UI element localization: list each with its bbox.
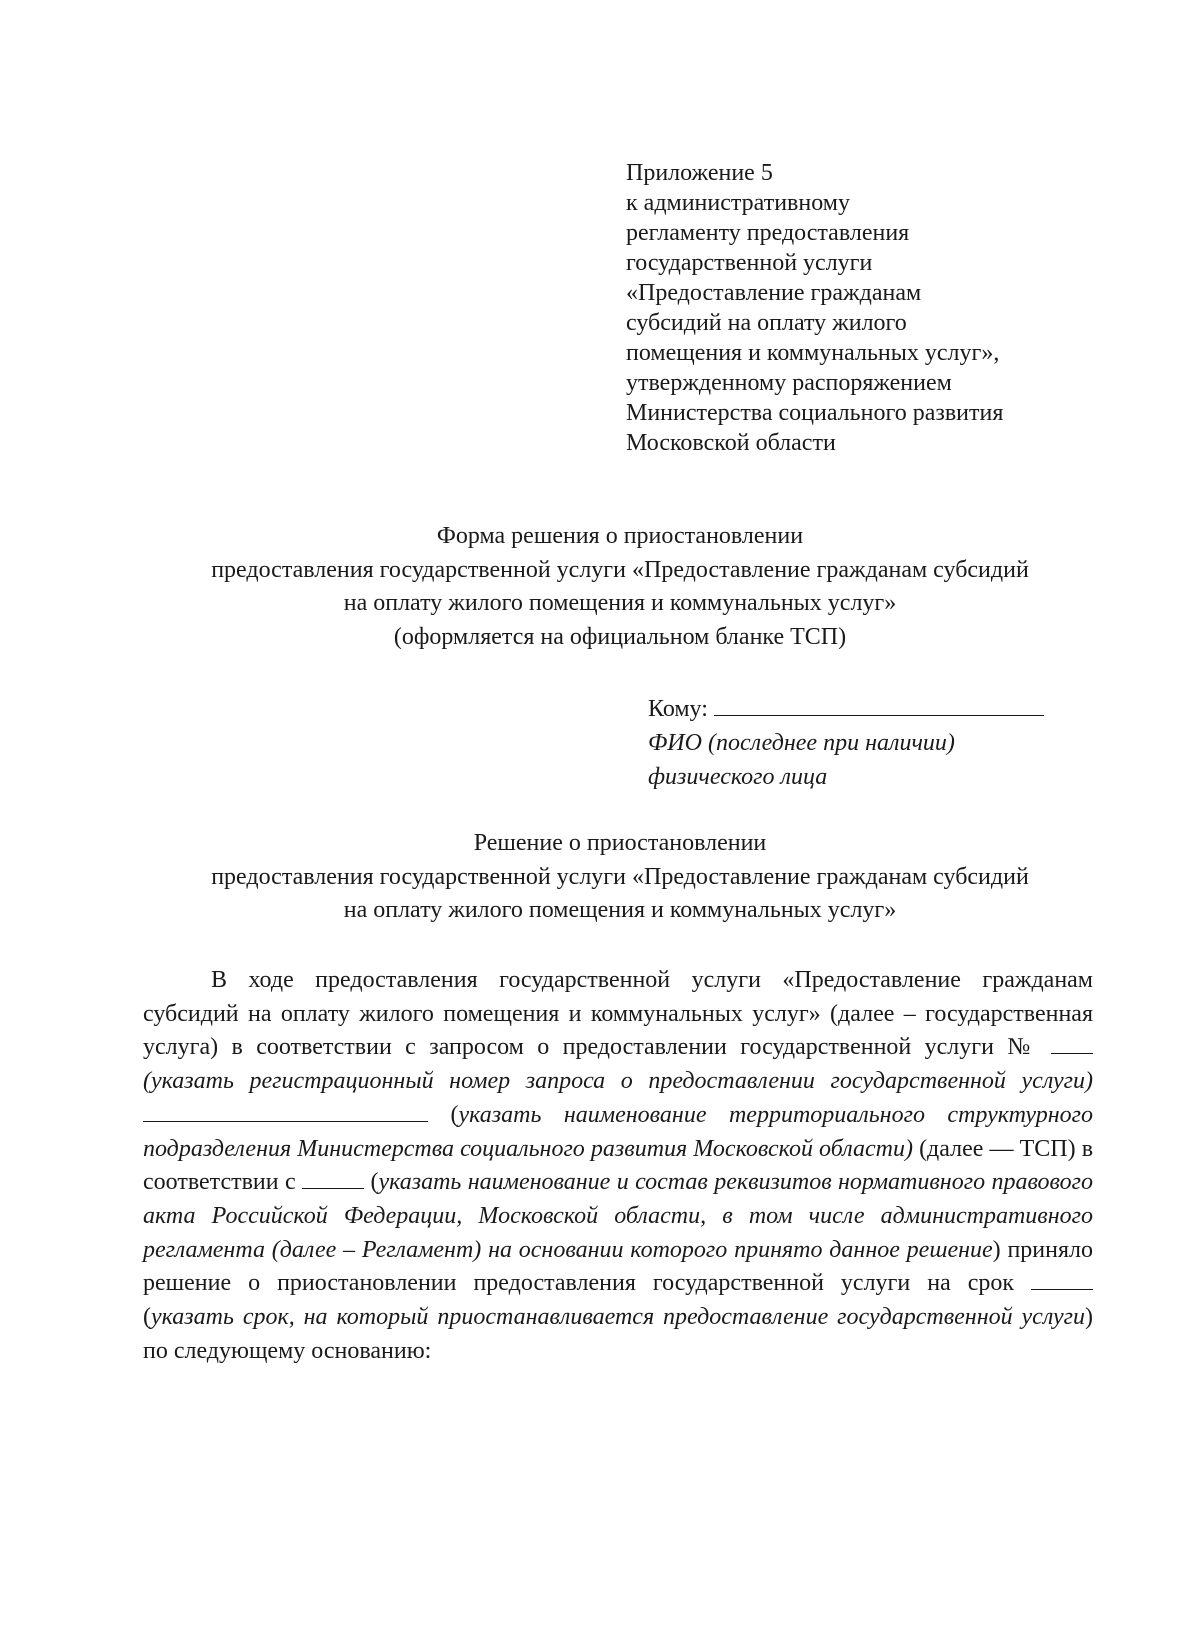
body-paren: ( [370, 1169, 379, 1196]
body-text: ) приняло решение о приостановлении предоставления государственной услуги на срок [143, 1236, 1093, 1297]
form-title [100, 520, 1140, 654]
body-text: (далее — ТСП) в соответствии с [143, 1135, 1094, 1196]
body-paren: ( [450, 1101, 459, 1128]
form-title-line: Форма решения о приостановлении [436, 523, 804, 549]
form-title-line: предоставления государственной услуги «Предоставление гражданам субсидий [211, 556, 1029, 583]
recipient-hint: ФИО (последнее при наличии) [648, 730, 955, 756]
request-number-blank[interactable] [1051, 1031, 1093, 1054]
act-blank[interactable] [302, 1166, 364, 1189]
tsp-name-blank[interactable] [143, 1099, 428, 1122]
appendix-line: регламенту предоставления [626, 220, 910, 246]
appendix-line: Московской области [626, 430, 836, 456]
recipient-row [648, 691, 1108, 726]
appendix-header [626, 158, 1106, 458]
decision-title [100, 827, 1140, 928]
recipient-hint: физического лица [648, 764, 828, 790]
appendix-line: субсидий на оплату жилого [626, 310, 907, 336]
decision-title-line: на оплату жилого помещения и коммунальных услуг» [343, 897, 897, 923]
appendix-line: утвержденному распоряжением [626, 370, 952, 396]
body-text: В ходе предоставления государственной услуги «Предоставление гражданам субсидий на оплату жилого помещения и коммунальных услуг» (далее – государственная услуга) в соответствии с запросом о предоставлении государственной услуги № [143, 967, 1093, 1061]
recipient-block [648, 691, 1108, 794]
body-paren: ( [143, 1304, 151, 1331]
appendix-line: Приложение 5 [626, 160, 773, 186]
appendix-line: государственной услуги [626, 250, 873, 276]
appendix-line: помещения и коммунальных услуг», [626, 340, 1000, 366]
recipient-fill-line[interactable] [714, 691, 1044, 716]
appendix-line: к административному [626, 190, 850, 216]
recipient-label: Кому: [648, 696, 708, 722]
body-hint-italic: указать наименование и состав реквизитов нормативного правового акта Российской Федерации, Московской области, в том числе административного регламента (далее – Регламент) на основании которого принято данное решение [143, 1169, 1094, 1263]
form-title-line: на оплату жилого помещения и коммунальных услуг» [343, 590, 897, 616]
appendix-line: «Предоставление гражданам [626, 280, 922, 306]
decision-title-line: Решение о приостановлении [473, 830, 767, 856]
body-hint-italic: указать наименование территориального структурного подразделения Министерства социального развития Московской области) [143, 1101, 1093, 1162]
decision-body [143, 964, 1093, 1368]
body-text: ) по следующему основанию: [143, 1304, 1093, 1364]
appendix-line: Министерства социального развития [626, 400, 1004, 426]
term-blank[interactable] [1031, 1267, 1093, 1290]
body-hint-italic: (указать регистрационный номер запроса о предоставлении государственной услуги) [143, 1068, 1093, 1095]
decision-title-line: предоставления государственной услуги «Предоставление гражданам субсидий [211, 863, 1029, 890]
body-hint-italic: указать срок, на который приостанавливается предоставление государственной услуги [151, 1304, 1085, 1331]
form-title-line: (оформляется на официальном бланке ТСП) [393, 623, 847, 650]
